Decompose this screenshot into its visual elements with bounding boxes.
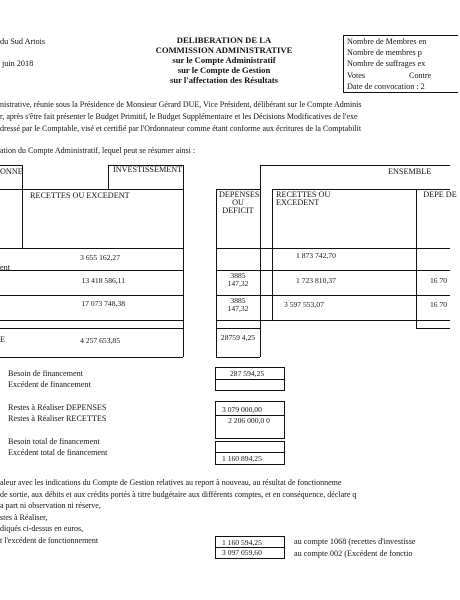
besoin-value: 287 594,25 (230, 369, 265, 378)
intro-paragraph (0, 99, 362, 135)
excedent-total-value: 1 160 894,25 (222, 454, 262, 463)
table-cell: 16 70 (430, 276, 448, 285)
closing-line: de sortie, aux débits et aux crédits portés à titre budgétaire aux différents comptes, et en conséquence, déclare q (0, 489, 357, 499)
allocation-value-2: 3 097 059,60 (222, 548, 262, 557)
section-label: ation du Compte Administratif, lequel peut se résumer ainsi : (0, 146, 196, 155)
table-cell: 17 073 748,38 (81, 299, 125, 308)
besoin-label: Besoin de financement (8, 369, 84, 378)
fonctionnement-header: ONNE (0, 167, 23, 176)
investissement-header: INVESTISSEMENT (113, 165, 183, 174)
rar-box (215, 401, 285, 439)
closing-line: diqués ci-dessus en euros, (0, 524, 84, 533)
table-cell: 1 723 810,37 (296, 276, 336, 285)
intro-line: nistrative, réunie sous la Présidence de Monsieur Gérard DUE, Vice Président, délibérant sur le Compte Adminis (0, 100, 362, 109)
rar-depenses-value: 3 079 000,00 (222, 405, 262, 414)
table-cell: 4 257 653,85 (80, 336, 120, 345)
table-cell: 16 70 (430, 300, 448, 309)
recettes-header-ensemble: RECETTES OU EXCEDENT (276, 190, 331, 207)
recettes-header: RECETTES OU EXCEDENT (30, 191, 130, 200)
present-line: Nombre de membres p (347, 48, 422, 57)
title-line: sur l'affectation des Résultats (170, 75, 278, 85)
depenses-header-ensemble: DEPE DE (423, 190, 457, 199)
votes-label: Votes (347, 71, 366, 80)
header-left-org: du Sud Artois (0, 37, 46, 46)
table-cell: 3 597 553,07 (284, 300, 324, 309)
table-cell: 13 418 586,11 (81, 276, 125, 285)
excedent-total-label: Excédent total de financement (8, 448, 108, 457)
title-line: sur le Compte de Gestion (177, 65, 271, 75)
row-label: E (0, 335, 6, 344)
excedent-label: Excédent de financement (8, 380, 91, 389)
depenses-header: DEPENSES OU DEFICIT (219, 190, 260, 215)
intro-line: r, après s'être fait présenter le Budget Primitif, le Budget Supplémentaire et les Décisions Modificatives de l'exe (0, 112, 358, 121)
table-cell: 28759 4,25 (220, 333, 256, 342)
closing-line: aleur avec les indications du Compte de Gestion relatives au report à nouveau, au résultat de fonctionneme (0, 478, 342, 487)
rar-depenses-label: Restes à Réaliser DEPENSES (8, 403, 107, 412)
document-title (124, 35, 324, 85)
title-line: sur le Compte Administratif (172, 55, 276, 65)
closing-paragraph (0, 477, 356, 546)
votes-expressed-line: Nombre de suffrages ex (347, 59, 426, 68)
intro-line: dressé par le Comptable, visé et certifié par l'Ordonnateur comme étant conforme aux écritures de la Comptabilit (0, 124, 362, 133)
title-line: COMMISSION ADMINISTRATIVE (155, 45, 293, 55)
total-box (215, 441, 285, 465)
allocation-text-1: au compte 1068 (recettes d'investisse (294, 537, 416, 546)
allocation-text-2: au compte 002 (Excédent de fonctio (294, 549, 413, 558)
table-cell: 3885 147,32 (227, 296, 249, 313)
table-cell: 3885 147,32 (227, 271, 249, 288)
ensemble-header: ENSEMBLE (388, 167, 432, 176)
closing-line: stes à Réaliser, (0, 512, 48, 522)
header-left-date: juin 2018 (2, 59, 34, 68)
contre-label: Contre (409, 71, 432, 80)
rar-recettes-label: Restes à Réaliser RECETTES (8, 414, 107, 423)
convocation-line: Date de convocation : 2 (347, 82, 425, 91)
rar-recettes-value: 2 206 000,0 0 (228, 416, 270, 425)
allocation-value-1: 1 160 594,25 (222, 538, 262, 547)
allocation-box (215, 536, 285, 559)
title-line: DELIBERATION DE LA (176, 35, 272, 45)
closing-line: a part ni observation ni réserve, (0, 501, 101, 510)
besoin-total-label: Besoin total de financement (8, 437, 100, 446)
besoin-box (215, 367, 285, 391)
table-cell: 1 873 742,70 (296, 251, 336, 260)
closing-line: t l'excédent de fonctionnement (0, 535, 99, 545)
table-cell: 3 655 162,27 (80, 253, 120, 262)
members-box (343, 35, 458, 93)
members-line: Nombre de Membres en (347, 37, 427, 46)
row-label: ent (0, 263, 11, 272)
